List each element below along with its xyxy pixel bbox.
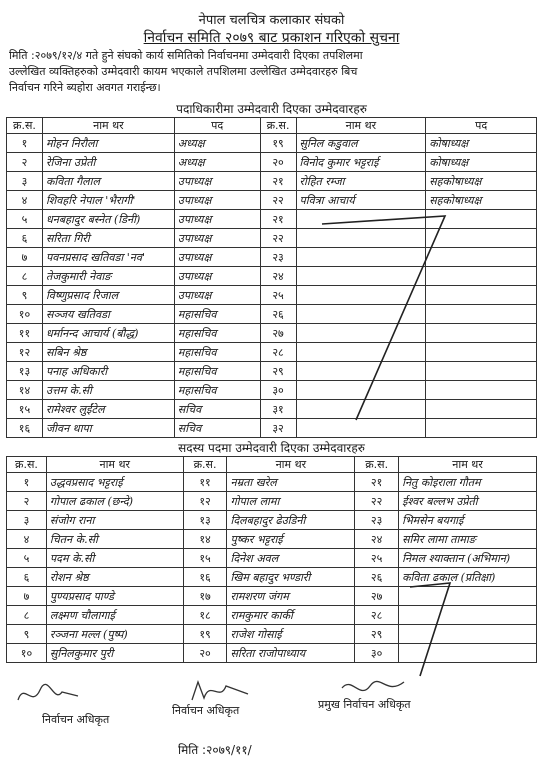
serial-cell: २२ [260,229,296,248]
serial-cell: ९ [7,625,47,644]
name-cell [426,400,537,419]
name-cell: खिम बहादुर भण्डारी [227,568,355,587]
signature-right-label: प्रमुख निर्वाचन अधिकृत [318,698,411,711]
name-cell: सुनिलकुमार पुरी [46,644,183,663]
name-cell [426,305,537,324]
table-row [7,511,537,530]
column-header: नाम थर [227,457,355,473]
table-row [7,343,537,362]
serial-cell: १४ [7,381,43,400]
name-cell: गोपाल ढकाल (छन्दे) [46,492,183,511]
serial-cell: २० [260,153,296,172]
serial-cell: १० [7,305,43,324]
name-cell: पवनप्रसाद खतिवडा 'नव' [42,248,174,267]
name-cell: शिवहरि नेपाल 'भैरागी' [42,191,174,210]
name-cell: रामशरण जंगम [227,587,355,606]
name-cell: सबिन श्रेष्ठ [42,343,174,362]
serial-cell: ४ [7,191,43,210]
name-cell: कोषाध्यक्ष [426,153,537,172]
name-cell [399,587,537,606]
table-row [7,530,537,549]
table-row [7,625,537,644]
serial-cell: १३ [7,362,43,381]
name-cell: दिनेश अवल [227,549,355,568]
table-row [7,400,537,419]
table-row [7,286,537,305]
name-cell: सहकोषाध्यक्ष [426,172,537,191]
name-cell: उत्तम के.सी [42,381,174,400]
serial-cell: ३० [355,644,399,663]
members-table [6,456,537,663]
signature-left-label: निर्वाचन अधिकृत [42,713,110,726]
serial-cell: ११ [183,473,227,492]
column-header: नाम थर [42,118,174,134]
serial-cell: १९ [183,625,227,644]
serial-cell: २७ [260,324,296,343]
column-header: क्र.स. [260,118,296,134]
serial-cell: २४ [355,530,399,549]
name-cell: अध्यक्ष [174,153,260,172]
name-cell [426,343,537,362]
table-row [7,248,537,267]
serial-cell: १६ [183,568,227,587]
name-cell [296,381,426,400]
name-cell: कविता गैलाल [42,172,174,191]
serial-cell: १५ [183,549,227,568]
column-header: क्र.स. [183,457,227,473]
name-cell [426,210,537,229]
name-cell: अध्यक्ष [174,134,260,153]
serial-cell: २५ [260,286,296,305]
name-cell: जीवन थापा [42,419,174,438]
serial-cell: २२ [260,191,296,210]
officers-section-title: पदाधिकारीमा उम्मेदवारी दिएका उम्मेदवारहरु [176,102,367,116]
notice-line-3: निर्वाचन गरिने ब्यहोरा अवगत गराईन्छ। [9,81,161,94]
column-header: नाम थर [296,118,426,134]
serial-cell: ३ [7,172,43,191]
signature-middle-mark [186,676,256,706]
column-header: क्र.स. [7,457,47,473]
serial-cell: ६ [7,568,47,587]
table-row [7,568,537,587]
table-row [7,324,537,343]
name-cell: उपाध्यक्ष [174,229,260,248]
notice-line-2: उल्लेखित व्यक्तिहरुको उम्मेदवारी कायम भएकाले तपशिलमा उल्लेखित उम्मेदवारहरु बिच [9,65,358,78]
name-cell: महासचिव [174,324,260,343]
name-cell [296,305,426,324]
serial-cell: १३ [183,511,227,530]
name-cell [426,362,537,381]
name-cell: रोहित रम्जा [296,172,426,191]
name-cell [296,248,426,267]
serial-cell: १२ [7,343,43,362]
name-cell: उद्धवप्रसाद भट्टराई [46,473,183,492]
name-cell: राजेश गोसाई [227,625,355,644]
name-cell: सहकोषाध्यक्ष [426,191,537,210]
name-cell [426,286,537,305]
table-row [7,267,537,286]
column-header: क्र.स. [7,118,43,134]
name-cell: सञ्जय खतिवडा [42,305,174,324]
name-cell [296,343,426,362]
name-cell [426,229,537,248]
name-cell [399,644,537,663]
serial-cell: ४ [7,530,47,549]
name-cell: महासचिव [174,305,260,324]
name-cell: उपाध्यक्ष [174,267,260,286]
serial-cell: १४ [183,530,227,549]
column-header: नाम थर [399,457,537,473]
name-cell: दिलबहादुर ढेउडिनी [227,511,355,530]
name-cell [296,362,426,381]
serial-cell: ३१ [260,400,296,419]
name-cell: तेजकुमारी नेवाङ [42,267,174,286]
name-cell: कविता ढकाल (प्रतिक्षा) [399,568,537,587]
name-cell: विष्णुप्रसाद रिजाल [42,286,174,305]
serial-cell: २२ [355,492,399,511]
name-cell: भिमसेन बयगाई [399,511,537,530]
serial-cell: २६ [355,568,399,587]
name-cell: गोपाल लामा [227,492,355,511]
name-cell [426,324,537,343]
serial-cell: १७ [183,587,227,606]
name-cell: पुष्कर भट्टराई [227,530,355,549]
serial-cell: २ [7,492,47,511]
serial-cell: १२ [183,492,227,511]
table-row [7,229,537,248]
table-row [7,153,537,172]
name-cell: सचिव [174,400,260,419]
signature-left-mark [14,680,84,710]
name-cell: सरिता राजोपाध्याय [227,644,355,663]
name-cell [399,606,537,625]
name-cell: विनोद कुमार भट्टराई [296,153,426,172]
name-cell [399,625,537,644]
serial-cell: १९ [260,134,296,153]
serial-cell: १८ [183,606,227,625]
name-cell: लक्ष्मण चौलागाई [46,606,183,625]
name-cell [296,267,426,286]
name-cell: निमल श्याक्तान (अभिमान) [399,549,537,568]
column-header: क्र.स. [355,457,399,473]
serial-cell: ६ [7,229,43,248]
name-cell: सचिव [174,419,260,438]
name-cell: मोहन निरौला [42,134,174,153]
name-cell: कोषाध्यक्ष [426,134,537,153]
serial-cell: १० [7,644,47,663]
serial-cell: ७ [7,248,43,267]
name-cell: ईश्वर बल्लभ उप्रेती [399,492,537,511]
serial-cell: २३ [355,511,399,530]
name-cell [426,381,537,400]
name-cell: पदम के.सी [46,549,183,568]
table-row [7,362,537,381]
name-cell: महासचिव [174,343,260,362]
name-cell: पनाह अधिकारी [42,362,174,381]
name-cell: पुण्यप्रसाद पाण्डे [46,587,183,606]
serial-cell: १ [7,134,43,153]
signature-middle-label: निर्वाचन अधिकृत [172,704,240,717]
name-cell [296,210,426,229]
table-row [7,587,537,606]
name-cell: उपाध्यक्ष [174,191,260,210]
table-row [7,305,537,324]
table-row [7,644,537,663]
serial-cell: २८ [355,606,399,625]
table-row [7,606,537,625]
serial-cell: २६ [260,305,296,324]
serial-cell: ७ [7,587,47,606]
name-cell: नितु कोइराला गौतम [399,473,537,492]
column-header: नाम थर [46,457,183,473]
serial-cell: २० [183,644,227,663]
name-cell: सुनिल कडुवाल [296,134,426,153]
name-cell: चितन के.सी [46,530,183,549]
serial-cell: ८ [7,606,47,625]
serial-cell: २३ [260,248,296,267]
serial-cell: २९ [260,362,296,381]
name-cell [296,400,426,419]
name-cell: रामकुमार कार्की [227,606,355,625]
table-row [7,492,537,511]
name-cell [296,324,426,343]
notice-line-1: मिति :२०७९/१२/४ गते हुने संघको कार्य समितिको निर्वाचनमा उम्मेदवारी दिएका तपशिलमा [9,49,363,62]
name-cell: नम्रता खरेल [227,473,355,492]
name-cell [426,267,537,286]
serial-cell: २ [7,153,43,172]
table-row [7,210,537,229]
name-cell: रामेश्वर लुईंटेल [42,400,174,419]
serial-cell: ११ [7,324,43,343]
serial-cell: ९ [7,286,43,305]
name-cell: पवित्रा आचार्य [296,191,426,210]
name-cell: समिर लामा तामाङ [399,530,537,549]
name-cell: रञ्जना मल्ल (पुष्प) [46,625,183,644]
table-row [7,549,537,568]
officers-table [6,117,537,438]
name-cell: धर्मानन्द आचार्य (बौद्ध) [42,324,174,343]
name-cell: धनबहादुर बस्नेत (डिनी) [42,210,174,229]
serial-cell: ३० [260,381,296,400]
serial-cell: २७ [355,587,399,606]
serial-cell: २८ [260,343,296,362]
serial-cell: १५ [7,400,43,419]
table-row [7,172,537,191]
serial-cell: १ [7,473,47,492]
name-cell [296,229,426,248]
serial-cell: ३२ [260,419,296,438]
name-cell: रेजिना उप्रेती [42,153,174,172]
name-cell: संजोग राना [46,511,183,530]
serial-cell: ५ [7,549,47,568]
name-cell [296,419,426,438]
serial-cell: ८ [7,267,43,286]
signature-date: मिति :२०७९/११/ [178,743,252,757]
table-row [7,191,537,210]
serial-cell: २४ [260,267,296,286]
name-cell: महासचिव [174,381,260,400]
serial-cell: ३ [7,511,47,530]
name-cell [426,419,537,438]
serial-cell: ५ [7,210,43,229]
name-cell: रोशन श्रेष्ठ [46,568,183,587]
serial-cell: २१ [260,172,296,191]
serial-cell: २१ [260,210,296,229]
column-header: पद [426,118,537,134]
notice-title-text: निर्वाचन समिति २०७९ बाट प्रकाशन गरिएको सुचना [143,30,400,46]
serial-cell: २१ [355,473,399,492]
table-row [7,419,537,438]
table-row [7,134,537,153]
serial-cell: २५ [355,549,399,568]
members-section-title: सदस्य पदमा उम्मेदवारी दिएका उम्मेदवारहरु [178,441,365,455]
table-row [7,473,537,492]
table-row [7,381,537,400]
name-cell: महासचिव [174,362,260,381]
name-cell: उपाध्यक्ष [174,248,260,267]
name-cell [296,286,426,305]
name-cell: उपाध्यक्ष [174,172,260,191]
name-cell [426,248,537,267]
serial-cell: २९ [355,625,399,644]
organization-name: नेपाल चलचित्र कलाकार संघको [198,13,345,28]
serial-cell: १६ [7,419,43,438]
name-cell: सरिता गिरी [42,229,174,248]
column-header: पद [174,118,260,134]
name-cell: उपाध्यक्ष [174,286,260,305]
name-cell: उपाध्यक्ष [174,210,260,229]
notice-title [0,28,543,47]
